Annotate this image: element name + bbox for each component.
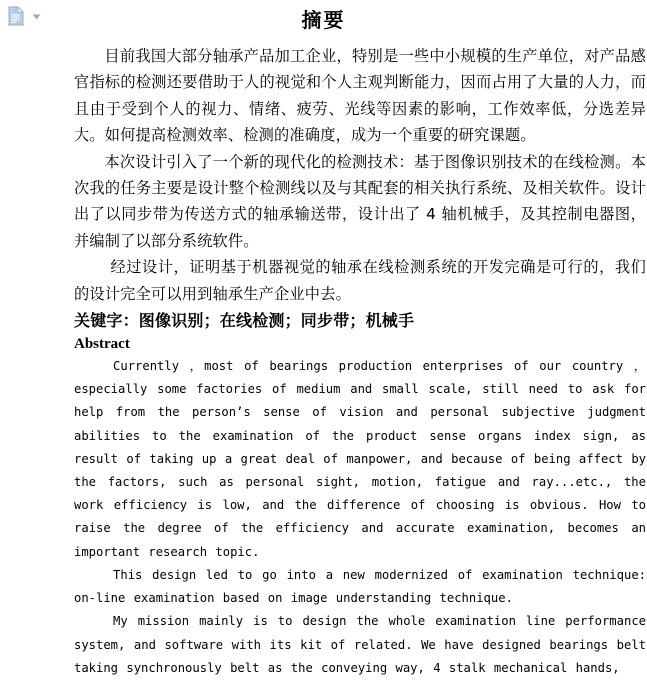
paragraph-cn-2: 本次设计引入了一个新的现代化的检测技术：基于图像识别技术的在线检测。本次我的任务主要是设计整个检测线以及与其配套的相关执行系统、及相关软件。设计出了以同步带为传送方式的轴承输送带，设计出了 4 轴机械手，及其控制电器图，并编制了以部分系统软件。: [74, 152, 646, 250]
paragraph-en-2: This design led to go into a new modernized of examination technique: on-line examination based on image understanding technique.: [74, 567, 646, 606]
abstract-heading: Abstract: [74, 336, 130, 353]
paragraph-cn-3: 经过设计，证明基于机器视觉的轴承在线检测系统的开发完确是可行的，我们的设计完全可以用到轴承生产企业中去。: [74, 258, 646, 303]
document-body: [0, 43, 647, 680]
paragraph-cn-1: 目前我国大部分轴承产品加工企业，特别是一些中小规模的生产单位，对产品感官指标的检测还要借助于人的视觉和个人主观判断能力，因而占用了大量的人力，而且由于受到个人的视力、情绪、疲劳、光线等因素的影响，工作效率低，分选差异大。如何提高检测效率、检测的准确度，成为一个重要的研究课题。: [74, 47, 646, 145]
paragraph-en-1: Currently ，most of bearings production enterprises of our country ，especially some factories of medium and small scale, still need to ask for help from the person’s sense of vision and personal subjective judgment abilities to the examination of the product sense organs index sign, as result of taking up a great deal of manpower, and because of being affect by the factors, such as personal sight, motion, fatigue and ray...etc., the work efficiency is low, and the difference of choosing is obvious. How to raise the degree of the efficiency and accurate examination, becomes an important research topic.: [74, 359, 646, 559]
page-title: 摘要: [301, 8, 346, 32]
paragraph-en-3: My mission mainly is to design the whole examination line performance system, and software with its kit of related. We have designed bearings belt taking synchronously belt as the conveying way, 4 stalk mechanical hands,: [74, 614, 646, 675]
keywords-line: 关键字：图像识别；在线检测；同步带；机械手: [74, 311, 415, 331]
